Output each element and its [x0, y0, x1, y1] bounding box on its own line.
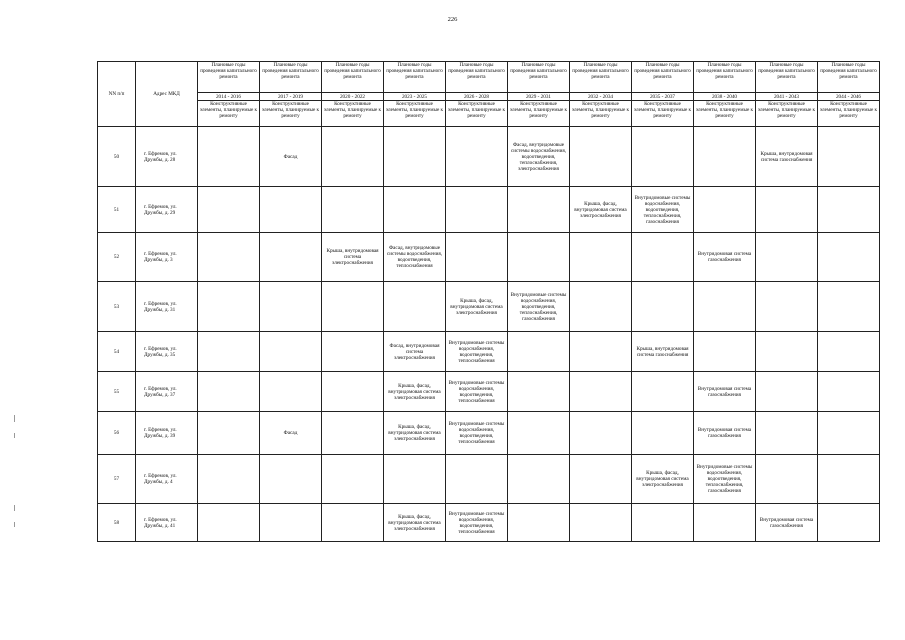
repair-elements-cell — [570, 282, 632, 332]
table-row — [98, 187, 880, 233]
table-row — [98, 332, 880, 372]
elements-title: Конструктивные элементы, планируемые к ремонту — [384, 101, 446, 127]
repair-elements-cell: Крыша, внутридомовая система газоснабжения — [756, 127, 818, 187]
repair-elements-cell — [756, 187, 818, 233]
repair-elements-cell — [260, 332, 322, 372]
scan-mark — [14, 505, 15, 511]
repair-elements-cell — [508, 187, 570, 233]
repair-elements-cell — [384, 282, 446, 332]
repair-elements-cell — [632, 412, 694, 455]
row-address: г. Ефремов, ул. Дружбы, д. 3 — [136, 233, 198, 282]
repair-elements-cell — [384, 187, 446, 233]
repair-elements-cell — [694, 282, 756, 332]
elements-title: Конструктивные элементы, планируемые к ремонту — [198, 101, 260, 127]
table-row — [98, 233, 880, 282]
row-address: г. Ефремов, ул. Дружбы, д. 28 — [136, 127, 198, 187]
repair-elements-cell — [632, 282, 694, 332]
repair-elements-cell — [818, 332, 880, 372]
repair-elements-cell — [818, 504, 880, 542]
row-address: г. Ефремов, ул. Дружбы, д. 41 — [136, 504, 198, 542]
repair-elements-cell — [570, 504, 632, 542]
period-title: Плановые годы проведения капитального ремонта — [260, 62, 322, 93]
table-row — [98, 504, 880, 542]
period-years: 2029 - 2031 — [508, 93, 570, 101]
repair-elements-cell — [508, 372, 570, 412]
repair-elements-cell — [260, 187, 322, 233]
repair-elements-cell — [818, 187, 880, 233]
period-years: 2038 - 2040 — [694, 93, 756, 101]
repair-elements-cell — [322, 332, 384, 372]
row-address: г. Ефремов, ул. Дружбы, д. 35 — [136, 332, 198, 372]
repair-elements-cell — [694, 332, 756, 372]
repair-elements-cell — [260, 372, 322, 412]
repair-elements-cell — [818, 233, 880, 282]
repair-elements-cell — [756, 233, 818, 282]
period-title: Плановые годы проведения капитального ремонта — [694, 62, 756, 93]
elements-title: Конструктивные элементы, планируемые к ремонту — [756, 101, 818, 127]
repair-elements-cell — [818, 455, 880, 504]
scan-mark — [14, 522, 15, 527]
repair-elements-cell: Внутридомовые системы водоснабжения, водоотведения, теплоснабжения — [446, 504, 508, 542]
period-title: Плановые годы проведения капитального ремонта — [632, 62, 694, 93]
nn-header: NN п/п — [98, 62, 136, 127]
table-header — [98, 62, 880, 127]
repair-elements-cell: Фасад — [260, 127, 322, 187]
repair-elements-cell — [756, 282, 818, 332]
repair-elements-cell — [260, 504, 322, 542]
period-years: 2035 - 2037 — [632, 93, 694, 101]
repair-elements-cell: Крыша, фасад, внутридомовая система электроснабжения — [384, 372, 446, 412]
address-header: Адрес МКД — [136, 62, 198, 127]
repair-elements-cell — [694, 187, 756, 233]
period-title: Плановые годы проведения капитального ремонта — [570, 62, 632, 93]
repair-elements-cell: Крыша, фасад, внутридомовая система электроснабжения — [446, 282, 508, 332]
elements-title: Конструктивные элементы, планируемые к ремонту — [632, 101, 694, 127]
period-years: 2041 - 2043 — [756, 93, 818, 101]
repair-elements-cell — [570, 233, 632, 282]
period-title: Плановые годы проведения капитального ремонта — [446, 62, 508, 93]
repair-elements-cell — [260, 233, 322, 282]
row-address: г. Ефремов, ул. Дружбы, д. 39 — [136, 412, 198, 455]
repair-elements-cell — [446, 455, 508, 504]
row-number: 55 — [98, 372, 136, 412]
repair-elements-cell — [198, 127, 260, 187]
period-title: Плановые годы проведения капитального ремонта — [508, 62, 570, 93]
repair-elements-cell — [570, 412, 632, 455]
repair-elements-cell — [446, 127, 508, 187]
row-number: 58 — [98, 504, 136, 542]
repair-elements-cell — [260, 282, 322, 332]
repair-elements-cell — [570, 372, 632, 412]
row-address: г. Ефремов, ул. Дружбы, д. 29 — [136, 187, 198, 233]
repair-elements-cell — [446, 233, 508, 282]
row-number: 51 — [98, 187, 136, 233]
period-years: 2020 - 2022 — [322, 93, 384, 101]
repair-elements-cell — [322, 282, 384, 332]
repair-elements-cell — [322, 455, 384, 504]
elements-title: Конструктивные элементы, планируемые к ремонту — [322, 101, 384, 127]
repair-elements-cell — [570, 127, 632, 187]
scan-mark — [14, 415, 15, 422]
repair-elements-cell — [198, 233, 260, 282]
repair-elements-cell — [632, 233, 694, 282]
row-address: г. Ефремов, ул. Дружбы, д. 37 — [136, 372, 198, 412]
repair-elements-cell: Внутридомовые системы водоснабжения, водоотведения, теплоснабжения — [446, 332, 508, 372]
elements-title: Конструктивные элементы, планируемые к ремонту — [260, 101, 322, 127]
period-years: 2044 - 2046 — [818, 93, 880, 101]
period-title: Плановые годы проведения капитального ремонта — [384, 62, 446, 93]
repair-elements-cell — [508, 455, 570, 504]
period-years: 2032 - 2034 — [570, 93, 632, 101]
row-number: 57 — [98, 455, 136, 504]
repair-elements-cell — [198, 455, 260, 504]
repair-elements-cell — [198, 282, 260, 332]
repair-elements-cell: Крыша, фасад, внутридомовая система электроснабжения — [570, 187, 632, 233]
repair-elements-cell: Крыша, фасад, внутридомовая система электроснабжения — [384, 412, 446, 455]
repair-elements-cell: Крыша, внутридомовая система электроснабжения — [322, 233, 384, 282]
repair-elements-cell: Внутридомовая система газоснабжения — [694, 372, 756, 412]
repair-elements-cell — [198, 412, 260, 455]
period-years: 2023 - 2025 — [384, 93, 446, 101]
table-row — [98, 455, 880, 504]
repair-elements-cell: Крыша, внутридомовая система газоснабжения — [632, 332, 694, 372]
row-number: 56 — [98, 412, 136, 455]
repair-elements-cell — [384, 455, 446, 504]
table-row — [98, 372, 880, 412]
repair-elements-cell: Крыша, фасад, внутридомовая система электроснабжения — [384, 504, 446, 542]
period-title: Плановые годы проведения капитального ремонта — [818, 62, 880, 93]
repair-elements-cell — [632, 372, 694, 412]
repair-elements-cell — [632, 504, 694, 542]
repair-elements-cell — [756, 412, 818, 455]
table-body — [98, 127, 880, 542]
elements-title: Конструктивные элементы, планируемые к ремонту — [818, 101, 880, 127]
repair-elements-cell — [198, 332, 260, 372]
row-number: 53 — [98, 282, 136, 332]
repair-elements-cell — [756, 455, 818, 504]
row-number: 50 — [98, 127, 136, 187]
table-row — [98, 127, 880, 187]
repair-elements-cell — [322, 412, 384, 455]
repair-elements-cell — [508, 412, 570, 455]
capital-repair-table — [97, 61, 880, 542]
repair-elements-cell — [570, 455, 632, 504]
row-number: 54 — [98, 332, 136, 372]
table-row — [98, 282, 880, 332]
repair-elements-cell — [198, 504, 260, 542]
repair-elements-cell: Фасад, внутридомовые системы водоснабжения, водоотведения, теплоснабжения — [384, 233, 446, 282]
repair-elements-cell: Внутридомовая система газоснабжения — [694, 233, 756, 282]
repair-elements-cell — [756, 332, 818, 372]
period-years: 2014 - 2016 — [198, 93, 260, 101]
repair-elements-cell: Фасад, внутридомовая система электроснабжения — [384, 332, 446, 372]
repair-elements-cell — [260, 455, 322, 504]
repair-elements-cell — [198, 372, 260, 412]
repair-elements-cell: Внутридомовые системы водоснабжения, водоотведения, теплоснабжения, газоснабжения — [694, 455, 756, 504]
repair-elements-cell: Внутридомовые системы водоснабжения, водоотведения, теплоснабжения — [446, 412, 508, 455]
repair-elements-cell — [818, 372, 880, 412]
repair-elements-cell — [508, 332, 570, 372]
repair-elements-cell: Внутридомовая система газоснабжения — [756, 504, 818, 542]
repair-elements-cell — [756, 372, 818, 412]
repair-elements-cell — [322, 504, 384, 542]
page-number: 226 — [447, 16, 458, 23]
period-title: Плановые годы проведения капитального ремонта — [322, 62, 384, 93]
repair-elements-cell: Внутридомовые системы водоснабжения, водоотведения, теплоснабжения, газоснабжения — [508, 282, 570, 332]
repair-elements-cell: Крыша, фасад, внутридомовая система электроснабжения — [632, 455, 694, 504]
period-title: Плановые годы проведения капитального ремонта — [756, 62, 818, 93]
row-address: г. Ефремов, ул. Дружбы, д. 4 — [136, 455, 198, 504]
elements-title: Конструктивные элементы, планируемые к ремонту — [694, 101, 756, 127]
repair-elements-cell — [570, 332, 632, 372]
elements-title: Конструктивные элементы, планируемые к ремонту — [570, 101, 632, 127]
row-number: 52 — [98, 233, 136, 282]
table-row — [98, 412, 880, 455]
repair-elements-cell — [694, 504, 756, 542]
repair-elements-cell — [384, 127, 446, 187]
repair-elements-cell: Фасад — [260, 412, 322, 455]
period-years: 2026 - 2028 — [446, 93, 508, 101]
repair-elements-cell — [322, 187, 384, 233]
elements-title: Конструктивные элементы, планируемые к ремонту — [508, 101, 570, 127]
repair-elements-cell — [322, 127, 384, 187]
repair-elements-cell: Внутридомовые системы водоснабжения, водоотведения, теплоснабжения, газоснабжения — [632, 187, 694, 233]
repair-elements-cell — [818, 412, 880, 455]
repair-elements-cell: Фасад, внутридомовые системы водоснабжения, водоотведения, теплоснабжения, электроснабжения — [508, 127, 570, 187]
repair-elements-cell — [198, 187, 260, 233]
period-title: Плановые годы проведения капитального ремонта — [198, 62, 260, 93]
repair-elements-cell — [508, 233, 570, 282]
repair-elements-cell — [818, 127, 880, 187]
repair-elements-cell — [508, 504, 570, 542]
scan-mark — [14, 433, 15, 438]
repair-elements-cell — [818, 282, 880, 332]
elements-title: Конструктивные элементы, планируемые к ремонту — [446, 101, 508, 127]
repair-elements-cell — [446, 187, 508, 233]
repair-elements-cell — [632, 127, 694, 187]
repair-elements-cell: Внутридомовая система газоснабжения — [694, 412, 756, 455]
period-years: 2017 - 2019 — [260, 93, 322, 101]
row-address: г. Ефремов, ул. Дружбы, д. 31 — [136, 282, 198, 332]
repair-elements-cell: Внутридомовые системы водоснабжения, водоотведения, теплоснабжения — [446, 372, 508, 412]
repair-elements-cell — [694, 127, 756, 187]
repair-elements-cell — [322, 372, 384, 412]
